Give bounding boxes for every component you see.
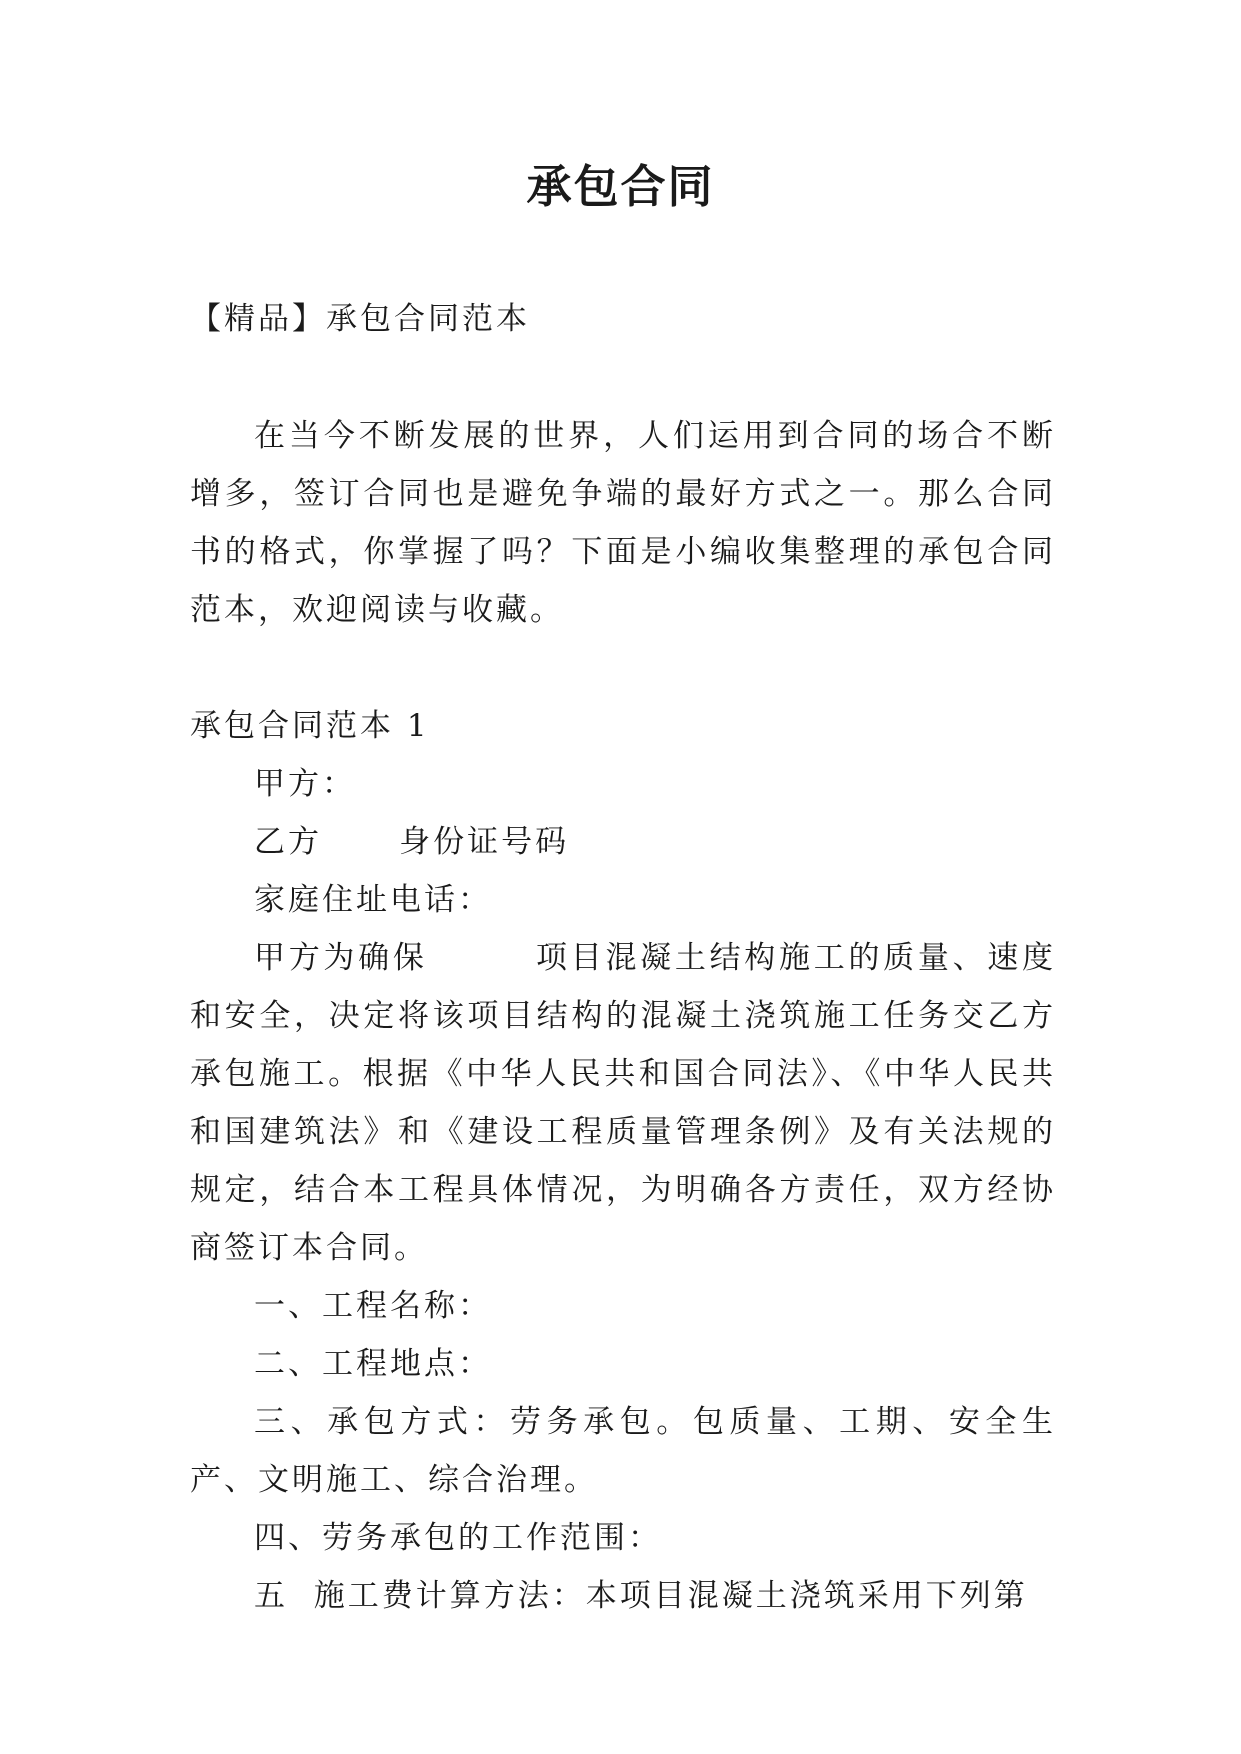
clause-1: 一、工程名称： [254,1288,492,1324]
clause-5: 五 施工费计算方法：本项目混凝土浇筑采用下列第 [254,1578,1028,1614]
clause-2: 二、工程地点： [254,1346,492,1382]
document-body [190,407,1056,1625]
document-title: 承包合同 [526,160,715,213]
purpose-paragraph: 甲方为确保 项目混凝土结构施工的质量、速度和安全，决定将该项目结构的混凝土浇筑施工任务交乙方承包施工。根据《中华人民共和国合同法》、《中华人民共和国建筑法》和《建设工程质量管理条例》及有关法规的规定，结合本工程具体情况，为明确各方责任，双方经协商签订本合同。 [190,940,1056,1266]
party-b-line: 乙方 身份证号码 [254,824,570,860]
clause-4: 四、劳务承包的工作范围： [254,1520,662,1556]
document-subtitle: 【精品】承包合同范本 [190,301,530,337]
party-a-line: 甲方： [254,766,356,802]
clause-3: 三、承包方式：劳务承包。包质量、工期、安全生产、文明施工、综合治理。 [190,1404,1056,1498]
intro-paragraph: 在当今不断发展的世界，人们运用到合同的场合不断增多，签订合同也是避免争端的最好方式之一。那么合同书的格式，你掌握了吗？下面是小编收集整理的承包合同范本，欢迎阅读与收藏。 [190,418,1056,628]
address-phone-line: 家庭住址电话： [254,882,492,918]
section-heading: 承包合同范本 1 [190,708,430,744]
